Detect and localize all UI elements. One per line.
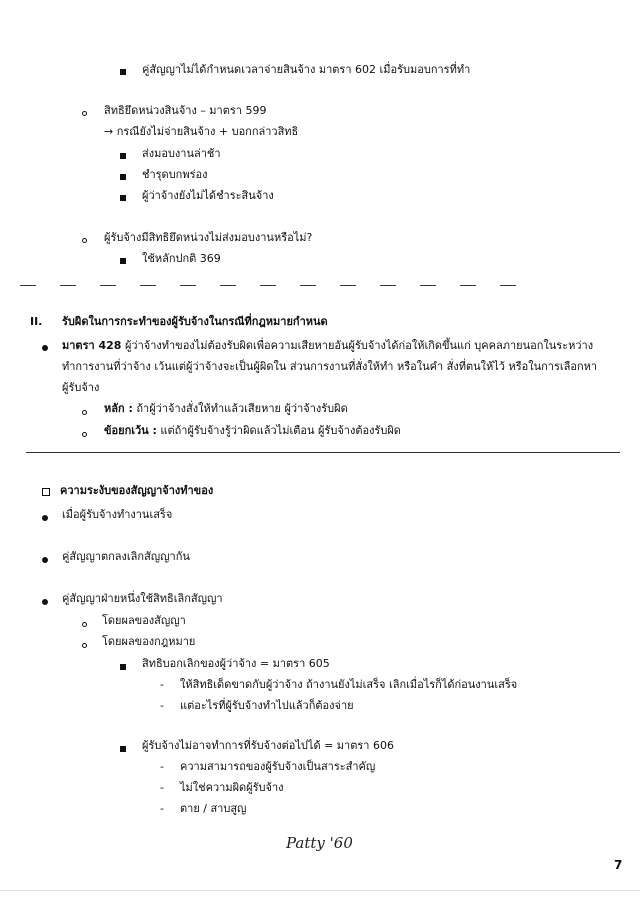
text-line: คู่สัญญาไม่ได้กำหนดเวลาจ่ายสินจ้าง มาตรา 602 เมื่อรับมอบการที่ทำ [142,63,471,76]
principle-text: ถ้าผู้ว่าจ้างสั่งให้ทำแล้วเสียหาย ผู้ว่าจ้างรับผิด [132,402,348,415]
list-item: โดยผลของสัญญา [102,614,186,627]
list-item: โดยผลของกฎหมาย [102,635,196,648]
text-line: สิทธิยึดหน่วงสินจ้าง – มาตรา 599 [104,104,267,117]
list-item: ชำรุดบกพร่อง [142,168,208,181]
section-heading: รับผิดในการกระทำของผู้รับจ้างในกรณีที่กฎหมายกำหนด [62,315,328,328]
bullet-dot [42,553,48,567]
list-item: คู่สัญญาตกลงเลิกสัญญากัน [62,550,190,563]
bullet-square [120,170,126,184]
principle-label: หลัก : [104,402,133,415]
law-label: มาตรา 428 [62,339,122,352]
law-text: ผู้ว่าจ้างทำของไม่ต้องรับผิดเพื่อความเสียหายอันผู้รับจ้างได้ก่อให้เกิดขึ้นแก่ บุคคลภายนอกในระหว่าง [121,339,594,352]
dash-bullet: - [160,678,164,691]
bullet-square [120,191,126,205]
list-item: แต่อะไรที่ผู้รับจ้างทำไปแล้วก็ต้องจ่าย [180,699,354,712]
list-item: คู่สัญญาฝ่ายหนึ่งใช้สิทธิเลิกสัญญา [62,592,223,605]
bullet-dot [42,341,48,355]
dashed-divider [20,285,516,286]
section-numeral: II. [30,315,43,328]
bullet-ring [82,617,87,631]
exception-text: แต่ถ้าผู้รับจ้างรู้ว่าผิดแล้วไม่เตือน ผู้รับจ้างต้องรับผิด [156,424,401,437]
bullet-square [120,65,126,79]
law-paragraph-line: ผู้รับจ้าง [62,381,100,394]
section-heading: ความระงับของสัญญาจ้างทำของ [60,484,214,497]
exception-line [104,424,401,438]
bullet-square [120,149,126,163]
list-item: ให้สิทธิเด็ดขาดกับผู้ว่าจ้าง ถ้างานยังไม่เสร็จ เลิกเมื่อไรก็ได้ก่อนงานเสร็จ [180,678,518,691]
dash-bullet: - [160,699,164,712]
dash-bullet: - [160,802,164,815]
list-item: ความสามารถของผู้รับจ้างเป็นสาระสำคัญ [180,760,376,773]
checkbox-bullet [42,486,50,500]
section-divider [26,452,620,453]
bullet-ring [82,233,87,247]
principle-line [104,402,348,416]
list-item: สิทธิบอกเลิกของผู้ว่าจ้าง = มาตรา 605 [142,657,330,670]
bullet-ring [82,638,87,652]
law-paragraph-line [62,339,593,353]
list-item: ส่งมอบงานล่าช้า [142,147,221,160]
page-number: 7 [614,858,623,872]
list-item: ใช้หลักปกติ 369 [142,252,221,265]
list-item: ผู้ว่าจ้างยังไม่ได้ชำระสินจ้าง [142,189,274,202]
bullet-square [120,742,126,756]
list-item: ตาย / สาบสูญ [180,802,247,815]
dash-bullet: - [160,760,164,773]
list-item: เมื่อผู้รับจ้างทำงานเสร็จ [62,508,173,521]
law-paragraph-line: ทำการงานที่ว่าจ้าง เว้นแต่ผู้ว่าจ้างจะเป็นผู้ผิดใน ส่วนการงานที่สั่งให้ทำ หรือในคำ สั่งที่ตนให้ไว้ หรือในการเลือกหา [62,360,598,373]
bullet-dot [42,595,48,609]
bullet-ring [82,427,87,441]
dash-bullet: - [160,781,164,794]
page-bottom-edge [0,890,640,891]
text-line: → กรณียังไม่จ่ายสินจ้าง + บอกกล่าวสิทธิ [104,125,299,138]
exception-label: ข้อยกเว้น : [104,424,157,437]
bullet-dot [42,511,48,525]
list-item: ไม่ใช่ความผิดผู้รับจ้าง [180,781,284,794]
text-line: ผู้รับจ้างมีสิทธิยึดหน่วงไม่ส่งมอบงานหรือไม่? [104,231,313,244]
signature: Patty '60 [286,834,353,852]
list-item: ผู้รับจ้างไม่อาจทำการที่รับจ้างต่อไปได้ = มาตรา 606 [142,739,394,752]
bullet-ring [82,106,87,120]
bullet-square [120,660,126,674]
bullet-ring [82,405,87,419]
bullet-square [120,254,126,268]
